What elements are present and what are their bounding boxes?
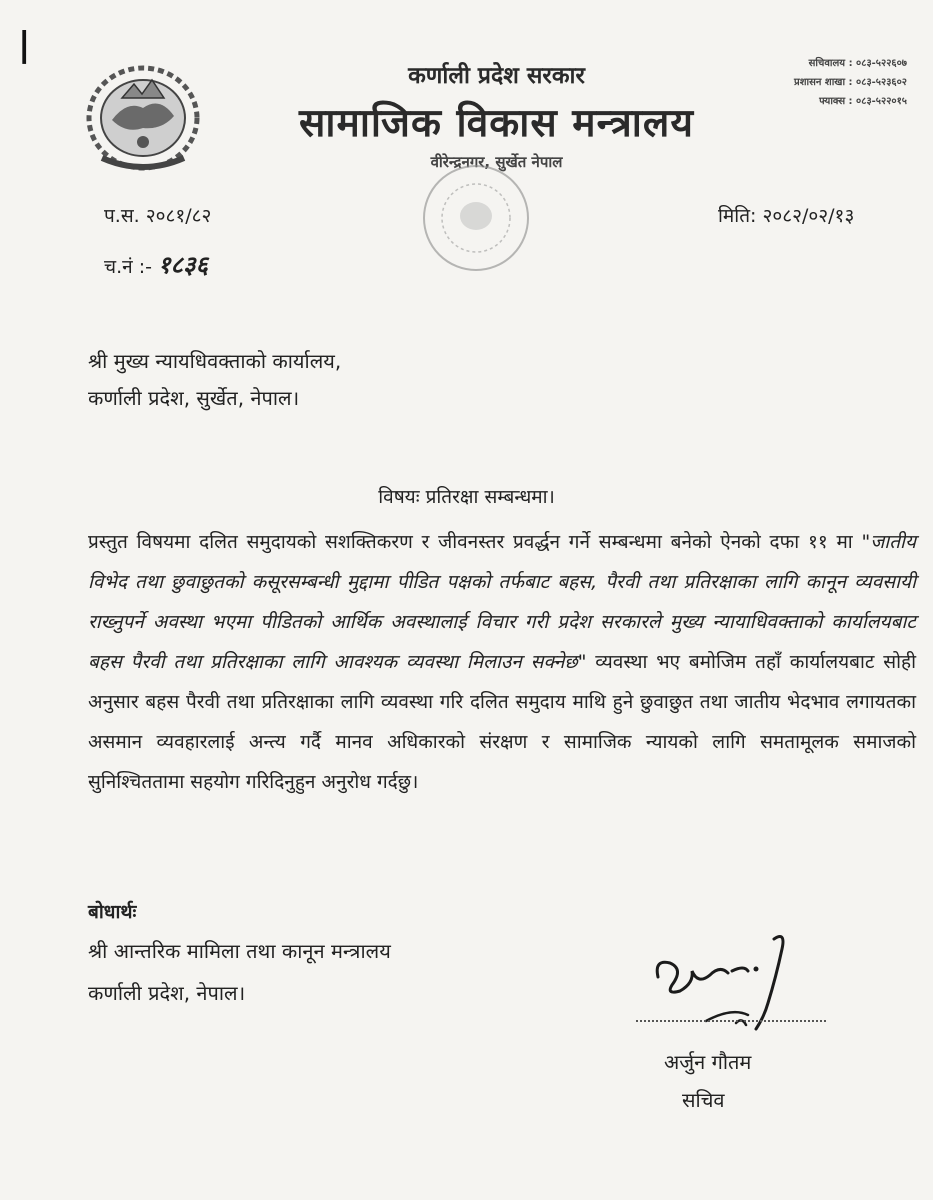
ministry-address: वीरेन्द्रनगर, सुर्खेत नेपाल	[430, 153, 563, 171]
signature-line	[636, 1020, 826, 1022]
cc-block	[88, 930, 391, 1014]
recipient-office: श्री मुख्य न्यायधिवक्ताको कार्यालय,	[88, 349, 342, 373]
dispatch-value: १८३६	[158, 250, 208, 279]
signature-icon	[636, 925, 816, 1035]
subject-line: विषयः प्रतिरक्षा सम्बन्धमा।	[378, 486, 555, 508]
government-name: कर्णाली प्रदेश सरकार	[408, 63, 585, 89]
cc-address: कर्णाली प्रदेश, नेपाल।	[88, 981, 246, 1005]
dispatch-label: च.नं :-	[104, 256, 152, 278]
office-stamp-icon	[418, 160, 534, 276]
recipient-block	[88, 343, 341, 417]
dispatch-number	[104, 248, 208, 281]
contact-secretariat: सचिवालय : ०८३-५२२६०७	[808, 58, 907, 69]
letter-body	[88, 522, 916, 802]
contact-numbers	[794, 54, 907, 111]
reference-number: प.स. २०८१/८२	[104, 205, 212, 227]
letter-date: मिति: २०८२/०२/१३	[718, 205, 855, 227]
contact-fax: फ्याक्स : ०८३-५२२०१५	[819, 96, 907, 107]
page-mark: |	[18, 25, 31, 65]
signatory-title: सचिव	[682, 1088, 725, 1112]
body-quote: "जातीय विभेद तथा छुवाछुतको कसूरसम्बन्धी मुद्दामा पीडित पक्षको तर्फबाट बहस, पैरवी तथा प्रतिरक्षाका लागि कानून व्यवसायी राख्नुपर्ने अवस्था भएमा पीडितको आर्थिक अवस्थालाई विचार गरी प्रदेश सरकारले मुख्य न्यायाधिवक्ताको कार्यालयबाट बहस पैरवी तथा प्रतिरक्षाका लागि आवश्यक व्यवस्था मिलाउन सक्नेछ"	[88, 531, 916, 673]
body-request: व्यवस्था भए बमोजिम तहाँ कार्यालयबाट सोही अनुसार बहस पैरवी तथा प्रतिरक्षाका लागि व्यवस्था गरि दलित समुदाय माथि हुने छुवाछुत तथा जातीय भेदभाव लगायतका असमान व्यवहारलाई अन्त्य गर्दै मानव अधिकारको संरक्षण र सामाजिक न्यायको लागि समतामूलक समाजको सुनिश्चिततामा सहयोग गरिदिनुहुन अनुरोध गर्दछु।	[88, 651, 916, 793]
ministry-name: सामाजिक विकास मन्त्रालय	[299, 101, 694, 146]
cc-label: बोधार्थः	[88, 901, 137, 923]
cc-recipient: श्री आन्तरिक मामिला तथा कानून मन्त्रालय	[88, 939, 391, 963]
contact-admin: प्रशासन शाखा : ०८३-५२३६०२	[794, 77, 907, 88]
recipient-address: कर्णाली प्रदेश, सुर्खेत, नेपाल।	[88, 386, 300, 410]
body-intro: प्रस्तुत विषयमा दलित समुदायको सशक्तिकरण र जीवनस्तर प्रवर्द्धन गर्ने सम्बन्धमा बनेको ऐनको दफा ११ मा	[88, 531, 862, 553]
signatory-name: अर्जुन गौतम	[664, 1050, 752, 1074]
